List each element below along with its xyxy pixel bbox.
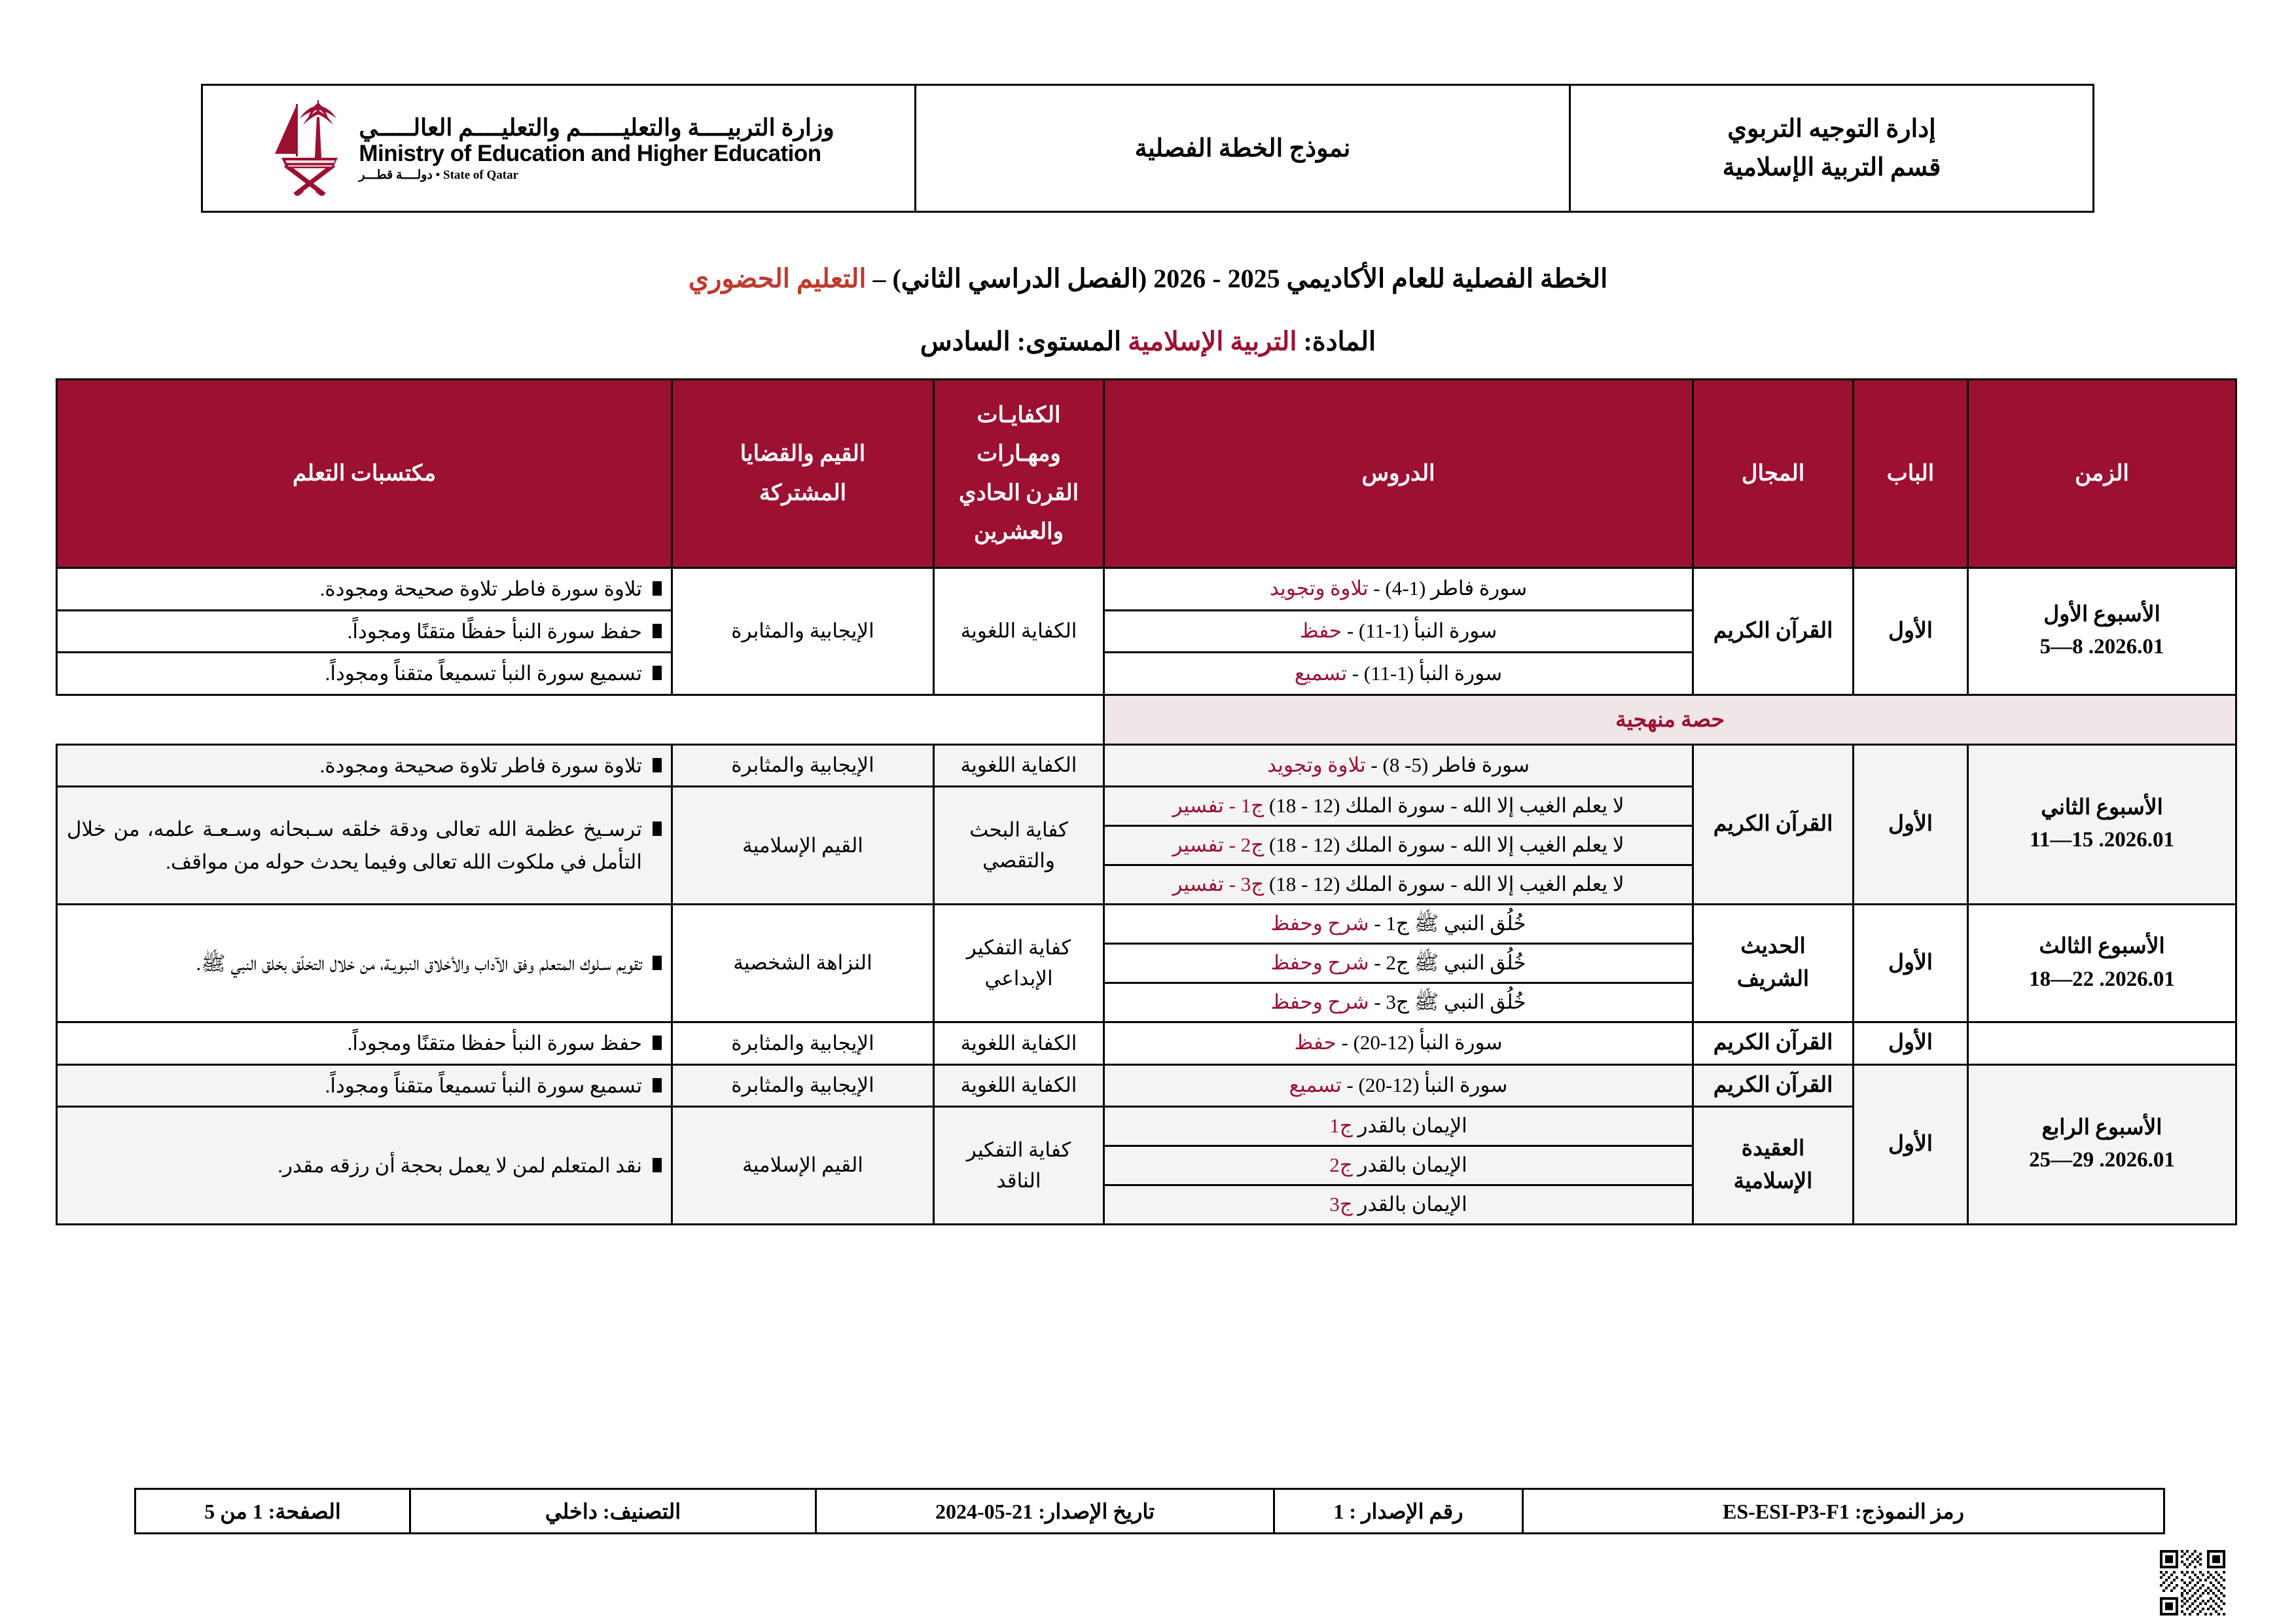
table-row xyxy=(57,568,2236,611)
lesson-title: خُلُق النبي ﷺ ج2 - xyxy=(1369,951,1526,975)
issue-number-cell: رقم الإصدار : 1 xyxy=(1274,1489,1523,1534)
week-cell xyxy=(1968,905,2236,1022)
outcome-cell xyxy=(57,1022,672,1065)
footer-row xyxy=(135,1489,2164,1534)
document-footer-table xyxy=(134,1488,2165,1534)
square-bullet-icon xyxy=(653,1158,662,1172)
square-bullet-icon xyxy=(653,1036,662,1050)
skill-cell: كفاية التفكير الناقد xyxy=(934,1107,1104,1225)
week-cell xyxy=(1968,568,2236,695)
lesson-part-number: ج2 xyxy=(1240,833,1265,857)
lesson-cell xyxy=(1104,1107,1693,1146)
outcome-cell xyxy=(57,905,672,1022)
bab-cell: الأول xyxy=(1854,1064,1968,1224)
lesson-activity-tag: شرح وحفظ xyxy=(1270,990,1369,1014)
lesson-cell xyxy=(1104,610,1693,653)
table-row xyxy=(57,905,2236,944)
lesson-title: الإيمان بالقدر xyxy=(1352,1193,1467,1216)
week-title: الأسبوع الأول xyxy=(2043,602,2161,626)
value-cell: النزاهة الشخصية xyxy=(672,905,934,1022)
domain-cell: العقيدة الإسلامية xyxy=(1693,1107,1854,1225)
lesson-title: سورة النبأ (12-20) - xyxy=(1341,1073,1508,1096)
skills-header-line-4: والعشرين xyxy=(973,520,1064,544)
domain-cell: القرآن الكريم xyxy=(1693,744,1854,904)
lesson-part-number: ج1 xyxy=(1329,1114,1353,1138)
week-dates: 2026.01. 29—25 xyxy=(2029,1148,2175,1172)
header-row xyxy=(202,85,2094,212)
lesson-title: سورة النبأ (1-11) - xyxy=(1342,619,1498,642)
lesson-part-number: ج2 xyxy=(1329,1153,1353,1177)
outcome-cell xyxy=(57,787,672,905)
week-title: الأسبوع الثاني xyxy=(2041,795,2163,820)
square-bullet-icon xyxy=(653,666,662,680)
domain-cell: القرآن الكريم xyxy=(1693,568,1854,695)
lesson-title: الإيمان بالقدر xyxy=(1352,1153,1467,1177)
semester-plan-table xyxy=(56,378,2237,1225)
department-line-2: قسم التربية الإسلامية xyxy=(1722,153,1941,181)
lesson-title: سورة النبأ (12-20) - xyxy=(1336,1031,1503,1055)
lesson-cell xyxy=(1104,744,1693,787)
week-cell xyxy=(1968,744,2236,904)
form-title-cell xyxy=(916,85,1570,212)
skills-header-line-3: القرن الحادي xyxy=(958,480,1079,505)
column-header-domain: المجال xyxy=(1693,380,1854,568)
lesson-cell xyxy=(1104,1064,1693,1107)
lesson-title: سورة النبأ (1-11) - xyxy=(1346,661,1503,685)
lesson-activity-tag: شرح وحفظ xyxy=(1270,951,1369,975)
outcome-text: حفظ سورة النبأ حفظًا متقنًا ومجوداً. xyxy=(347,619,642,643)
week-cell-spacer xyxy=(1968,1022,2236,1065)
outcome-text: نقد المتعلم لمن لا يعمل بحجة أن رزقه مقدر. xyxy=(278,1153,642,1177)
outcome-cell xyxy=(57,1064,672,1107)
department-line-1: إدارة التوجيه التربوي xyxy=(1727,115,1936,143)
value-cell: الإيجابية والمثابرة xyxy=(672,1064,934,1107)
lesson-activity-tag: تسميع xyxy=(1289,1073,1342,1096)
lesson-title: لا يعلم الغيب إلا الله - سورة الملك (12 - 18) xyxy=(1264,833,1624,857)
form-code-label: رمز النموذج: xyxy=(1849,1499,1964,1523)
issue-date-cell: تاريخ الإصدار: 21-05-2024 xyxy=(816,1489,1274,1534)
department-cell xyxy=(1570,85,2094,212)
lesson-title: سورة فاطر (5- 8) - xyxy=(1365,753,1530,777)
domain-cell: الحديث الشريف xyxy=(1693,905,1854,1022)
lesson-activity-tag: حفظ xyxy=(1299,619,1342,642)
outcome-text: تلاوة سورة فاطر تلاوة صحيحة ومجودة. xyxy=(319,577,642,600)
form-code-value: ES-ESI-P3-F1 xyxy=(1723,1499,1850,1523)
table-row xyxy=(57,1022,2236,1065)
lesson-activity-tag: شرح وحفظ xyxy=(1270,912,1369,935)
square-bullet-icon xyxy=(653,624,662,638)
lesson-title: خُلُق النبي ﷺ ج3 - xyxy=(1369,990,1526,1014)
table-header-row xyxy=(57,380,2236,568)
table-body xyxy=(57,568,2236,1225)
lesson-title: لا يعلم الغيب إلا الله - سورة الملك (12 - 18) xyxy=(1264,794,1624,818)
page-number-cell: الصفحة: 1 من 5 xyxy=(135,1489,410,1534)
outcome-text: تسميع سورة النبأ تسميعاً متقناً ومجوداً. xyxy=(325,1074,642,1097)
lesson-activity-tag: - تفسير xyxy=(1172,833,1241,857)
week-cell xyxy=(1968,1064,2236,1224)
outcome-cell xyxy=(57,610,672,653)
lesson-title: سورة فاطر (1-4) - xyxy=(1368,577,1528,600)
lesson-cell xyxy=(1104,787,1693,826)
plan-title-line-1 xyxy=(0,263,2296,294)
domain-cell: القرآن الكريم xyxy=(1693,1064,1854,1107)
band-label: حصة منهجية xyxy=(1104,695,2236,744)
outcome-text: حفظ سورة النبأ حفظا متقنًا ومجوداً. xyxy=(347,1032,642,1055)
qatar-emblem-icon xyxy=(270,98,347,199)
lesson-cell xyxy=(1104,865,1693,905)
column-header-time: الزمن xyxy=(1968,380,2236,568)
value-cell: القيم الإسلامية xyxy=(672,787,934,905)
lesson-activity-tag: تلاوة وتجويد xyxy=(1269,577,1369,600)
lesson-cell xyxy=(1104,944,1693,983)
value-cell: القيم الإسلامية xyxy=(672,1107,934,1225)
bab-cell: الأول xyxy=(1854,905,1968,1022)
week-dates: 2026.01. 15—11 xyxy=(2030,828,2174,852)
plan-title-highlight: التعليم الحضوري xyxy=(688,264,867,293)
lesson-title: لا يعلم الغيب إلا الله - سورة الملك (12 - 18) xyxy=(1264,873,1624,896)
lesson-activity-tag: - تفسير xyxy=(1172,794,1241,818)
plan-title-line-2 xyxy=(0,326,2296,357)
skill-cell: الكفاية اللغوية xyxy=(934,1022,1104,1065)
column-header-outcomes: مكتسبات التعلم xyxy=(57,380,672,568)
outcome-text: تسميع سورة النبأ تسميعاً متقناً ومجوداً. xyxy=(325,662,642,685)
values-header-line-2: المشتركة xyxy=(759,480,847,505)
outcome-cell xyxy=(57,744,672,787)
square-bullet-icon xyxy=(653,821,662,836)
column-header-skills xyxy=(934,380,1104,568)
week-title: الأسبوع الثالث xyxy=(2039,935,2165,959)
subject-name: التربية الإسلامية xyxy=(1128,327,1297,356)
domain-cell: القرآن الكريم xyxy=(1693,1022,1854,1065)
ministry-logo-cell xyxy=(202,85,916,212)
document-header-table xyxy=(201,84,2094,213)
qr-code-icon xyxy=(2160,1550,2225,1615)
lesson-activity-tag: تلاوة وتجويد xyxy=(1267,753,1366,777)
lesson-cell xyxy=(1104,1185,1693,1225)
ministry-name-english: Ministry of Education and Higher Education xyxy=(359,140,821,166)
lesson-cell xyxy=(1104,983,1693,1022)
ministry-logo xyxy=(212,92,905,204)
lesson-part-number: ج1 xyxy=(1240,794,1265,818)
skills-header-line-1: الكفايـات xyxy=(977,403,1061,427)
ministry-logo-text xyxy=(359,115,834,183)
lesson-cell xyxy=(1104,826,1693,865)
subject-label: المادة: xyxy=(1297,327,1376,356)
form-title: نموذج الخطة الفصلية xyxy=(1134,135,1351,162)
outcome-cell xyxy=(57,653,672,695)
skill-cell: الكفاية اللغوية xyxy=(934,744,1104,787)
square-bullet-icon xyxy=(653,581,662,596)
skill-cell: كفاية البحث والتقصي xyxy=(934,787,1104,905)
lesson-activity-tag: - تفسير xyxy=(1172,873,1241,896)
table-row xyxy=(57,744,2236,787)
lesson-cell xyxy=(1104,1146,1693,1185)
lesson-cell xyxy=(1104,653,1693,695)
value-cell: الإيجابية والمثابرة xyxy=(672,744,934,787)
classification-cell: التصنيف: داخلي xyxy=(410,1489,816,1534)
square-bullet-icon xyxy=(653,758,662,772)
square-bullet-icon xyxy=(653,1078,662,1092)
value-cell: الإيجابية والمثابرة xyxy=(672,1022,934,1065)
lesson-cell xyxy=(1104,568,1693,611)
table-row xyxy=(57,1064,2236,1107)
values-header-line-1: القيم والقضايا xyxy=(740,442,866,466)
week-dates: 2026.01. 22—18 xyxy=(2029,967,2175,991)
level-label: المستوى: السادس xyxy=(920,327,1128,356)
lesson-activity-tag: تسميع xyxy=(1294,661,1347,685)
value-cell: الإيجابية والمثابرة xyxy=(672,568,934,695)
column-header-lessons: الدروس xyxy=(1104,380,1693,568)
outcome-cell xyxy=(57,1107,672,1225)
lesson-cell xyxy=(1104,905,1693,944)
square-bullet-icon xyxy=(653,956,662,970)
bab-cell: الأول xyxy=(1854,568,1968,695)
lesson-activity-tag: حفظ xyxy=(1294,1031,1336,1055)
bab-cell: الأول xyxy=(1854,744,1968,904)
table-header xyxy=(57,380,2236,568)
form-code-cell xyxy=(1523,1489,2164,1534)
week-dates: 2026.01. 8—5 xyxy=(2039,635,2164,659)
plan-title-text: الخطة الفصلية للعام الأكاديمي 2025 - 2026 (الفصل الدراسي الثاني) – xyxy=(866,264,1608,293)
outcome-text: تقويم سـلوك المتعلم وفق الآداب والأخلاق النبويـة، من خلال التخلّق بخلق النبي ﷺ. xyxy=(196,951,642,975)
skill-cell: الكفاية اللغوية xyxy=(934,1064,1104,1107)
bab-cell: الأول xyxy=(1854,1022,1968,1065)
column-header-bab: الباب xyxy=(1854,380,1968,568)
outcome-text: تلاوة سورة فاطر تلاوة صحيحة ومجودة. xyxy=(319,753,642,777)
state-label: State of Qatar • دولــــة قطـــر xyxy=(359,168,519,183)
outcome-text: ترسـيخ عظمة الله تعالى ودقة خلقه سـبحانه وسـعـة علمه، من خلال التأمل في ملكوت الله تعالى وفيما يحدث حوله من مواقف. xyxy=(67,818,642,873)
lesson-cell xyxy=(1104,1022,1693,1065)
outcome-cell xyxy=(57,568,672,611)
skills-header-line-2: ومهـارات xyxy=(977,442,1061,466)
column-header-values xyxy=(672,380,934,568)
curricular-session-band xyxy=(57,695,2236,744)
week-title: الأسبوع الرابع xyxy=(2041,1115,2162,1140)
skill-cell: الكفاية اللغوية xyxy=(934,568,1104,695)
skill-cell: كفاية التفكير الإبداعي xyxy=(934,905,1104,1022)
ministry-name-arabic: وزارة التربيــــة والتعليــــــم والتعليــــم العالـــــي xyxy=(359,114,834,141)
lesson-title: خُلُق النبي ﷺ ج1 - xyxy=(1369,912,1526,935)
lesson-part-number: ج3 xyxy=(1329,1193,1353,1216)
lesson-part-number: ج3 xyxy=(1240,873,1265,896)
lesson-title: الإيمان بالقدر xyxy=(1352,1114,1467,1138)
